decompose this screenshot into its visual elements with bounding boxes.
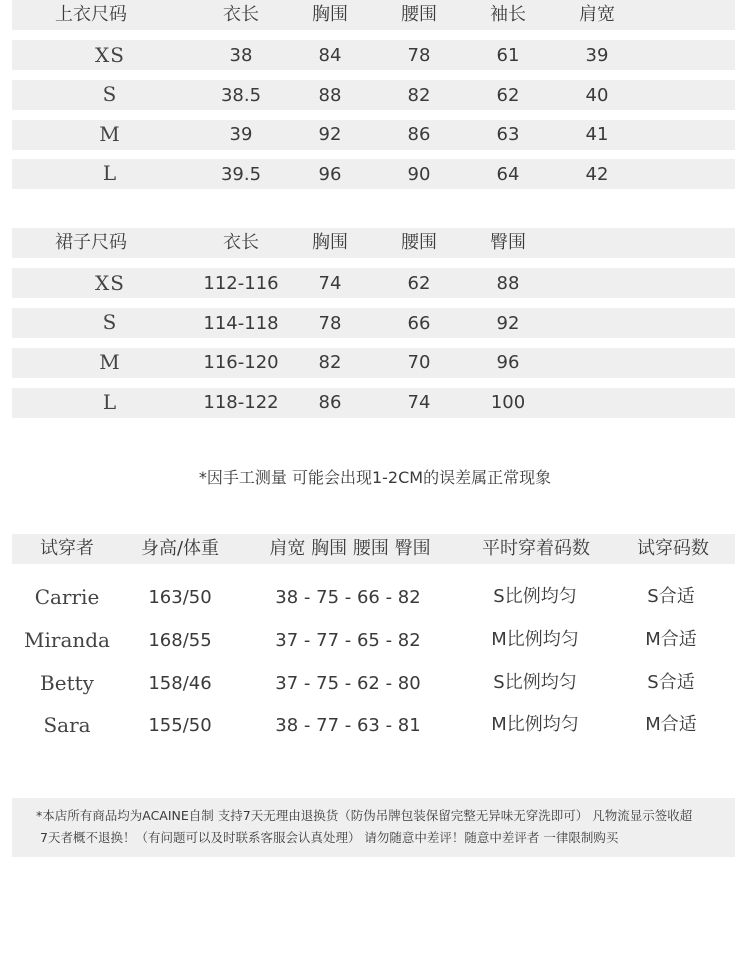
row-band bbox=[12, 388, 735, 418]
header-cell: 平时穿着码数 bbox=[482, 538, 590, 559]
table-cell: 61 bbox=[496, 45, 520, 66]
header-cell: 腰围 bbox=[401, 232, 437, 253]
header-cell: 衣长 bbox=[223, 232, 259, 253]
table-cell: 70 bbox=[407, 352, 431, 373]
table-cell: 62 bbox=[407, 273, 431, 294]
row-band bbox=[12, 159, 735, 189]
table-cell: 96 bbox=[318, 164, 342, 185]
table-cell: 38 - 75 - 66 - 82 bbox=[275, 587, 421, 608]
table-cell: 39 bbox=[585, 45, 609, 66]
table-cell: 88 bbox=[318, 85, 342, 106]
table-cell: 37 - 75 - 62 - 80 bbox=[275, 673, 421, 694]
tester-name: Betty bbox=[40, 671, 94, 695]
row-band bbox=[12, 80, 735, 110]
table-cell: 163/50 bbox=[148, 587, 212, 608]
table-cell: S比例均匀 bbox=[493, 672, 577, 693]
table-cell: 114-118 bbox=[203, 313, 279, 334]
table-cell: 168/55 bbox=[148, 630, 212, 651]
policy-line: *本店所有商品均为ACAINE自制 支持7天无理由退换货（防伪吊牌包装保留完整无异味无穿洗即可） 凡物流显示签收超 bbox=[36, 808, 693, 823]
header-cell: 裙子尺码 bbox=[55, 232, 127, 253]
policy-line: 7天者概不退换！（有问题可以及时联系客服会认真处理） 请勿随意中差评！随意中差评者 一律限制购买 bbox=[40, 830, 619, 845]
table-cell: 74 bbox=[318, 273, 342, 294]
table-cell: S合适 bbox=[647, 586, 695, 607]
table-cell: 88 bbox=[496, 273, 520, 294]
header-cell: 身高/体重 bbox=[140, 538, 220, 559]
table-cell: 74 bbox=[407, 392, 431, 413]
table-cell: 78 bbox=[318, 313, 342, 334]
table-cell: 158/46 bbox=[148, 673, 212, 694]
table-cell: 38.5 bbox=[220, 85, 262, 106]
table-cell: M合适 bbox=[645, 629, 697, 650]
table-cell: 118-122 bbox=[203, 392, 279, 413]
table-cell: 37 - 77 - 65 - 82 bbox=[275, 630, 421, 651]
header-cell: 肩宽 bbox=[579, 4, 615, 25]
size-label: S bbox=[102, 310, 118, 334]
header-cell: 衣长 bbox=[223, 4, 259, 25]
table-cell: 38 bbox=[229, 45, 253, 66]
table-cell: 64 bbox=[496, 164, 520, 185]
header-cell: 试穿者 bbox=[40, 538, 94, 559]
table-cell: M合适 bbox=[645, 714, 697, 735]
measurement-note: *因手工测量 可能会出现1-2CM的误差属正常现象 bbox=[198, 468, 552, 487]
header-cell: 袖长 bbox=[490, 4, 526, 25]
header-cell: 上衣尺码 bbox=[55, 4, 127, 25]
header-cell: 腰围 bbox=[401, 4, 437, 25]
tester-name: Miranda bbox=[24, 628, 110, 652]
table-cell: 39 bbox=[229, 124, 253, 145]
table-cell: 82 bbox=[407, 85, 431, 106]
table-cell: M比例均匀 bbox=[491, 714, 579, 735]
table-cell: 92 bbox=[318, 124, 342, 145]
table-cell: 41 bbox=[585, 124, 609, 145]
table-cell: 38 - 77 - 63 - 81 bbox=[275, 715, 421, 736]
table-cell: 96 bbox=[496, 352, 520, 373]
table-cell: 116-120 bbox=[203, 352, 279, 373]
table-cell: 66 bbox=[407, 313, 431, 334]
table-cell: 155/50 bbox=[148, 715, 212, 736]
return-policy-notice bbox=[12, 798, 735, 857]
table-cell: 78 bbox=[407, 45, 431, 66]
header-cell: 试穿码数 bbox=[637, 538, 709, 559]
size-label: L bbox=[102, 390, 118, 414]
table-cell: 42 bbox=[585, 164, 609, 185]
table-cell: 100 bbox=[490, 392, 526, 413]
row-band bbox=[12, 308, 735, 338]
size-label: M bbox=[99, 122, 121, 146]
header-cell: 肩宽 胸围 腰围 臀围 bbox=[269, 538, 431, 559]
size-label: XS bbox=[95, 43, 125, 67]
table-cell: S比例均匀 bbox=[493, 586, 577, 607]
tester-name: Carrie bbox=[34, 585, 100, 609]
table-cell: 86 bbox=[407, 124, 431, 145]
table-cell: 92 bbox=[496, 313, 520, 334]
table-cell: 84 bbox=[318, 45, 342, 66]
size-label: S bbox=[102, 82, 118, 106]
table-cell: 112-116 bbox=[203, 273, 279, 294]
table-cell: 40 bbox=[585, 85, 609, 106]
header-cell: 胸围 bbox=[312, 232, 348, 253]
tester-name: Sara bbox=[43, 713, 91, 737]
size-label: XS bbox=[95, 271, 125, 295]
table-cell: 86 bbox=[318, 392, 342, 413]
size-label: L bbox=[102, 161, 118, 185]
header-cell: 臀围 bbox=[490, 232, 526, 253]
header-cell: 胸围 bbox=[312, 4, 348, 25]
table-cell: 63 bbox=[496, 124, 520, 145]
size-label: M bbox=[99, 350, 121, 374]
table-cell: M比例均匀 bbox=[491, 629, 579, 650]
table-cell: 90 bbox=[407, 164, 431, 185]
table-cell: 39.5 bbox=[220, 164, 262, 185]
table-cell: 82 bbox=[318, 352, 342, 373]
table-cell: S合适 bbox=[647, 672, 695, 693]
table-cell: 62 bbox=[496, 85, 520, 106]
